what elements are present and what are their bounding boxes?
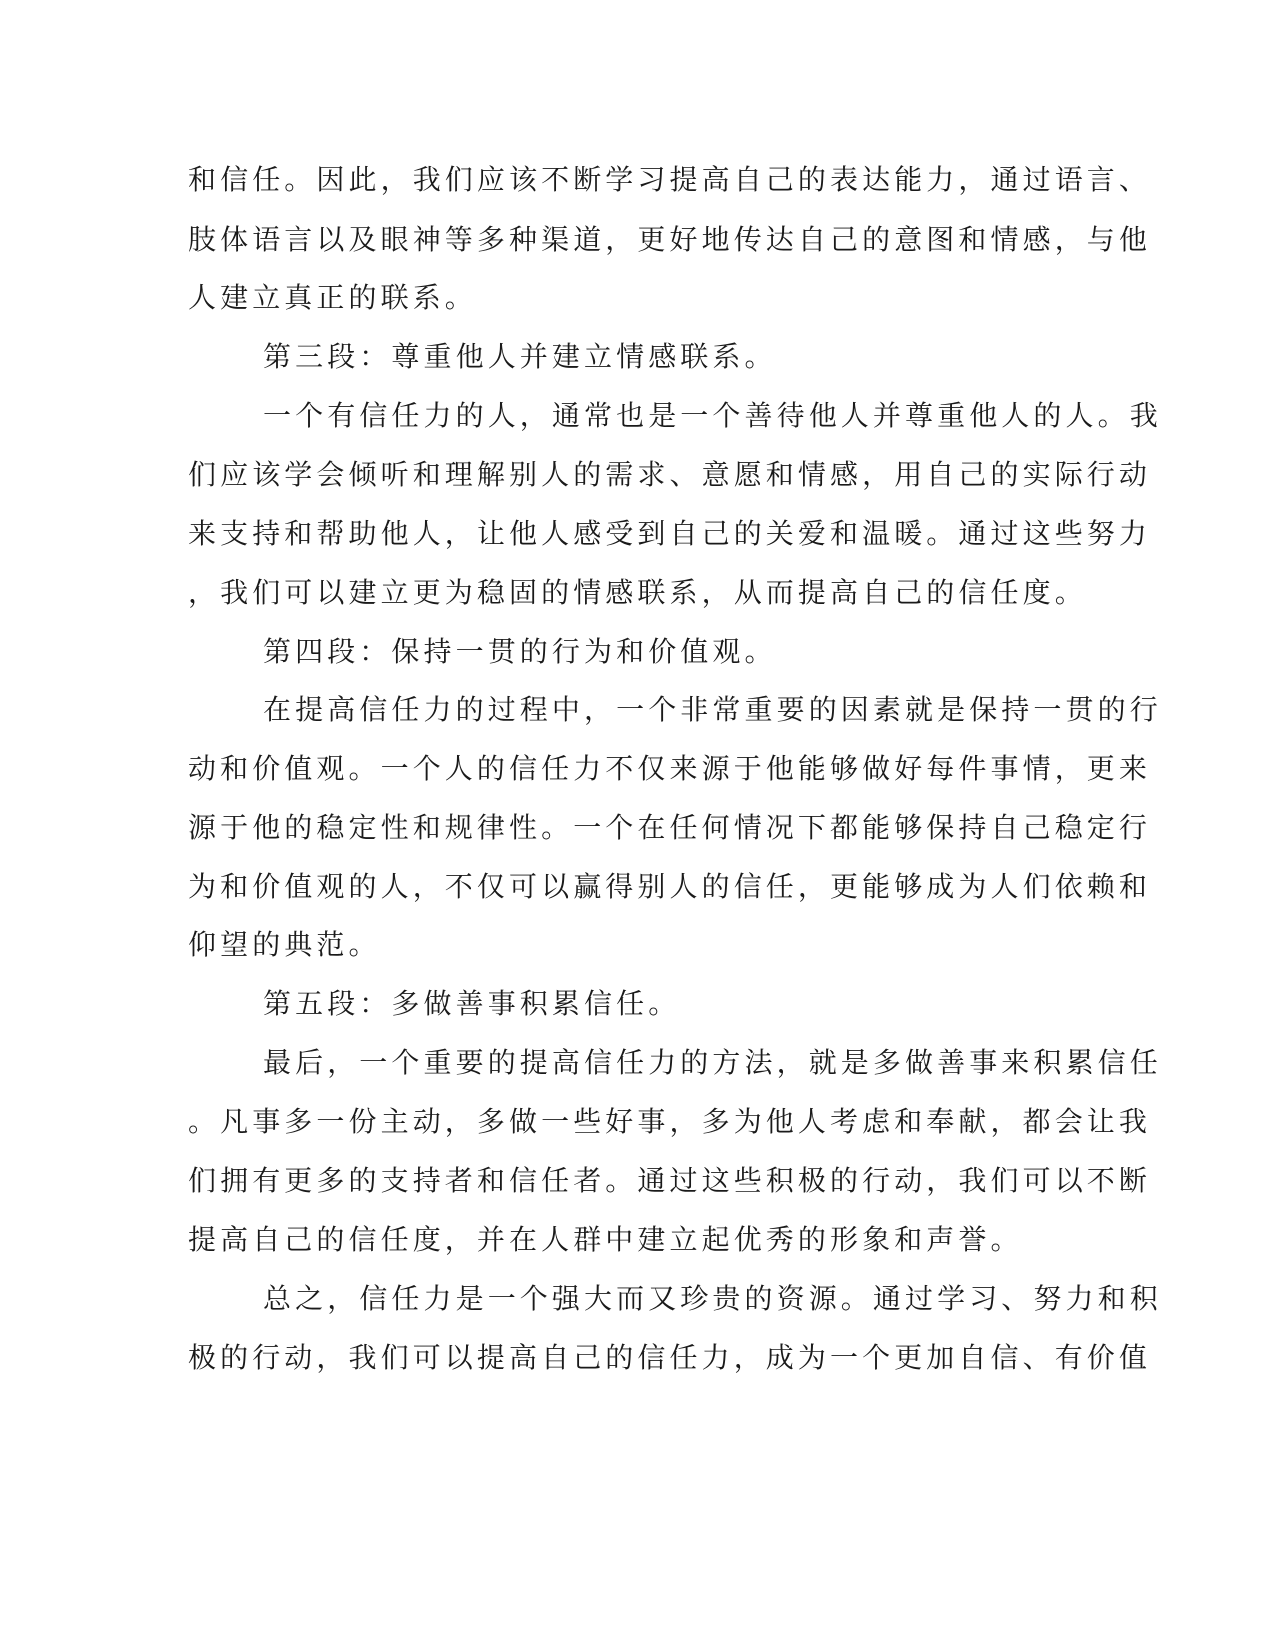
text-line: 一个有信任力的人，通常也是一个善待他人并尊重他人的人。我 (263, 399, 1162, 432)
text-line: 源于他的稳定性和规律性。一个在任何情况下都能够保持自己稳定行 (188, 811, 1152, 844)
text-line: 们应该学会倾听和理解别人的需求、意愿和情感，用自己的实际行动 (188, 458, 1152, 491)
section-heading: 第四段：保持一贯的行为和价值观。 (263, 635, 777, 668)
text-line: 仰望的典范。 (188, 928, 381, 961)
text-line: 和信任。因此，我们应该不断学习提高自己的表达能力，通过语言、 (188, 163, 1152, 196)
section-heading: 第三段：尊重他人并建立情感联系。 (263, 340, 777, 373)
text-line: 为和价值观的人，不仅可以赢得别人的信任，更能够成为人们依赖和 (188, 870, 1152, 903)
text-line: 人建立真正的联系。 (188, 281, 477, 314)
text-line: 在提高信任力的过程中，一个非常重要的因素就是保持一贯的行 (263, 693, 1162, 726)
text-line: ，我们可以建立更为稳固的情感联系，从而提高自己的信任度。 (188, 576, 1087, 609)
text-line: 极的行动，我们可以提高自己的信任力，成为一个更加自信、有价值 (188, 1341, 1152, 1374)
text-line: 最后，一个重要的提高信任力的方法，就是多做善事来积累信任 (263, 1046, 1162, 1079)
text-line: 来支持和帮助他人，让他人感受到自己的关爱和温暖。通过这些努力 (188, 517, 1152, 550)
text-line: 总之，信任力是一个强大而又珍贵的资源。通过学习、努力和积 (263, 1282, 1162, 1315)
text-line: 们拥有更多的支持者和信任者。通过这些积极的行动，我们可以不断 (188, 1164, 1152, 1197)
text-line: 提高自己的信任度，并在人群中建立起优秀的形象和声誉。 (188, 1223, 1023, 1256)
text-line: 肢体语言以及眼神等多种渠道，更好地传达自己的意图和情感，与他 (188, 223, 1152, 256)
section-heading: 第五段：多做善事积累信任。 (263, 987, 681, 1020)
text-line: 动和价值观。一个人的信任力不仅来源于他能够做好每件事情，更来 (188, 752, 1152, 785)
text-line: 。凡事多一份主动，多做一些好事，多为他人考虑和奉献，都会让我 (188, 1105, 1152, 1138)
